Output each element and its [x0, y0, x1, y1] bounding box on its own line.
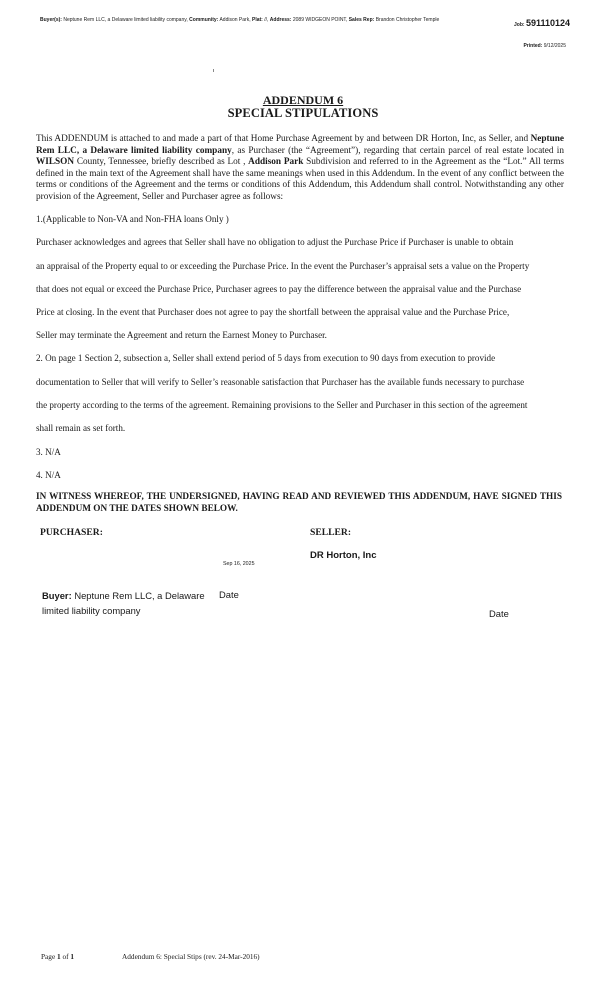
community-value: Addison Park,: [219, 17, 251, 23]
job-number-block: [514, 18, 570, 28]
intro-text-1: This ADDENDUM is attached to and made a part of that Home Purchase Agreement by and between DR Horton, Inc, as Seller, and: [36, 134, 531, 144]
purchaser-signature-date: Sep 16, 2025: [223, 561, 255, 567]
body-line: Seller may terminate the Agreement and return the Earnest Money to Purchaser.: [36, 330, 327, 340]
printed-label: Printed:: [523, 43, 543, 49]
printed-block: [523, 43, 566, 49]
seller-heading: SELLER:: [310, 527, 352, 538]
body-line: 1.(Applicable to Non-VA and Non-FHA loans Only ): [36, 214, 229, 224]
printed-date: 9/12/2025: [543, 43, 566, 49]
plat-value: //,: [264, 17, 269, 23]
intro-county: WILSON: [36, 157, 75, 167]
buyer-signature-line: [42, 589, 212, 618]
sales-rep-value: Brandon Christopher Temple: [375, 17, 440, 23]
body-line: documentation to Seller that will verify to Seller’s reasonable satisfaction that Purchaser has the available funds necessary to purchase: [36, 377, 525, 387]
addendum-title: ADDENDUM 6: [262, 93, 344, 107]
buyer-label: Buyer(s):: [40, 17, 62, 23]
scan-mark: [213, 69, 214, 72]
body-line: 3. N/A: [36, 447, 61, 457]
job-number: 591110124: [525, 18, 570, 28]
purchaser-date-label: Date: [219, 589, 239, 600]
intro-text-2: , as Purchaser (the “Agreement”), regarding that certain parcel of real estate located in: [231, 145, 564, 156]
intro-paragraph: [36, 134, 564, 203]
intro-subdivision: Addison Park: [248, 157, 304, 167]
body-line: shall remain as set forth.: [36, 423, 126, 433]
body-line: Price at closing. In the event that Purchaser does not agree to pay the shortfall between the appraisal value and the Purchase Price,: [36, 307, 510, 317]
seller-date-label: Date: [489, 608, 509, 619]
sales-rep-label: Sales Rep:: [348, 17, 375, 23]
community-label: Community:: [189, 17, 219, 23]
address-label: Address:: [269, 17, 292, 23]
buyer-value: Neptune Rem LLC, a Delaware limited liability company,: [63, 17, 188, 23]
buyer-name-sig: Neptune Rem LLC, a Delaware limited liability company: [42, 590, 205, 616]
document-header: [40, 17, 439, 23]
body-line: that does not equal or exceed the Purchase Price, Purchaser agrees to pay the difference between the appraisal value and the Purchase: [36, 284, 522, 294]
body-line: 4. N/A: [36, 470, 61, 480]
witness-clause: IN WITNESS WHEREOF, THE UNDERSIGNED, HAVING READ AND REVIEWED THIS ADDENDUM, HAVE SIGNED THIS ADDENDUM ON THE DATES SHOWN BELOW.: [36, 492, 562, 514]
buyer-label-sig: Buyer:: [42, 590, 72, 601]
page-of: of: [62, 952, 69, 961]
body-line: an appraisal of the Property equal to or exceeding the Purchase Price. In the event the Purchaser’s appraisal sets a value on the Property: [36, 261, 530, 271]
job-label: Job:: [513, 22, 525, 28]
page-indicator: [41, 952, 74, 961]
addendum-footer-label: Addendum 6: Special Stips (rev. 24-Mar-2016): [122, 952, 260, 961]
address-value: 2089 WIDGEON POINT,: [292, 17, 348, 23]
intro-text-3: County, Tennessee, briefly described as Lot ,: [74, 157, 249, 167]
purchaser-heading: PURCHASER:: [40, 527, 103, 538]
intro-purchaser-name: Neptune Rem LLC, a Delaware limited liability company: [36, 134, 564, 156]
seller-name: DR Horton, Inc: [310, 550, 377, 561]
page-total: 1: [70, 952, 75, 961]
page-number: 1: [57, 952, 61, 961]
body-line: Purchaser acknowledges and agrees that Seller shall have no obligation to adjust the Purchase Price if Purchaser is unable to obtain: [36, 237, 514, 247]
plat-label: Plat:: [251, 17, 263, 23]
addendum-subtitle: SPECIAL STIPULATIONS: [227, 106, 379, 120]
body-line: the property according to the terms of the agreement. Remaining provisions to the Seller and Purchaser in this section of the agreement: [36, 400, 528, 410]
intro-text-4: Subdivision and referred to in the Agreement as the “Lot.” All terms defined in the main text of the Agreement shall have the same meanings when used in this Addendum. In the event of any conflict between the terms or conditions of the Agreement and the terms or conditions of this Addendum, this Addendum shall control. Notwithstanding any other provision of the Agreement, Seller and Purchaser agree as follows:: [36, 157, 564, 202]
body-line: 2. On page 1 Section 2, subsection a, Seller shall extend period of 5 days from execution to 90 days from execution to provide: [36, 353, 496, 363]
page-prefix: Page: [41, 952, 56, 961]
